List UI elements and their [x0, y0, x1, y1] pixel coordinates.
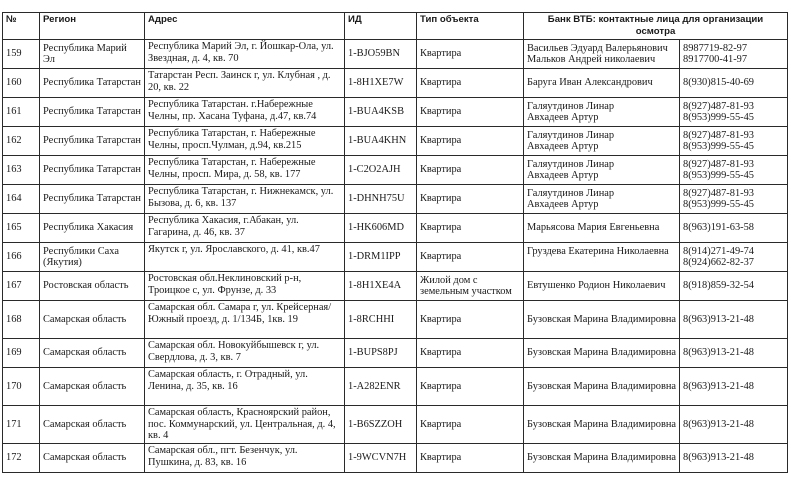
row-object-type: Квартира [417, 69, 524, 98]
row-contact-phones [680, 406, 788, 444]
contact-name: Галяутдинов Линар [527, 158, 615, 170]
row-id: 1-9WCVN7H [345, 444, 417, 473]
contact-phone: 8(953)999-55-45 [683, 199, 754, 210]
row-region: Самарская область [40, 339, 145, 368]
row-id: 1-BUA4KSB [345, 98, 417, 127]
row-contact-names [524, 40, 680, 69]
row-number: 162 [3, 127, 40, 156]
row-contact-phones [680, 272, 788, 301]
row-object-type: Квартира [417, 243, 524, 272]
row-contact-phones [680, 339, 788, 368]
header-contacts: Банк ВТБ: контактные лица для организации осмотра [524, 13, 788, 40]
contact-name: Бузовская Марина Владимировна [527, 347, 677, 359]
contact-phone: 8(924)662-82-37 [683, 257, 754, 268]
contact-name: Авхадеев Артур [527, 141, 599, 152]
row-number: 165 [3, 214, 40, 243]
contact-phone: 8987719-82-97 [683, 42, 748, 54]
contact-phone: 8(953)999-55-45 [683, 141, 754, 152]
contact-name: Бузовская Марина Владимировна [527, 313, 677, 325]
row-region: Республика Марий Эл [40, 40, 145, 69]
table-row [3, 69, 788, 98]
contact-phone: 8(927)487-81-93 [683, 187, 754, 199]
contact-phone: 8917700-41-97 [683, 54, 748, 65]
row-contact-phones [680, 98, 788, 127]
row-region: Республика Татарстан [40, 185, 145, 214]
row-number: 166 [3, 243, 40, 272]
contact-name: Галяутдинов Линар [527, 187, 615, 199]
row-object-type: Жилой дом с земельным участком [417, 272, 524, 301]
objects-table [2, 12, 788, 473]
table-row [3, 127, 788, 156]
row-address: Якутск г, ул. Ярославского, д. 41, кв.47 [145, 243, 345, 272]
table-row [3, 156, 788, 185]
contact-name: Бузовская Марина Владимировна [527, 380, 677, 392]
contact-name: Марьясова Мария Евгеньевна [527, 222, 660, 234]
row-id: 1-8H1XE7W [345, 69, 417, 98]
row-number: 164 [3, 185, 40, 214]
row-object-type: Квартира [417, 127, 524, 156]
row-contact-phones [680, 69, 788, 98]
row-object-type: Квартира [417, 98, 524, 127]
row-id: 1-HK606MD [345, 214, 417, 243]
contact-name [527, 257, 676, 269]
row-id: 1-A282ENR [345, 368, 417, 406]
header-num: № [3, 13, 40, 40]
table-row [3, 444, 788, 473]
table-row [3, 301, 788, 339]
row-region: Самарская область [40, 444, 145, 473]
row-id: 1-B6SZZOH [345, 406, 417, 444]
row-id: 1-DHNH75U [345, 185, 417, 214]
contact-phone: 8(927)487-81-93 [683, 158, 754, 170]
contact-name: Бузовская Марина Владимировна [527, 452, 677, 464]
row-contact-names [524, 339, 680, 368]
row-object-type: Квартира [417, 185, 524, 214]
row-region: Самарская область [40, 406, 145, 444]
contact-phone: 8(963)913-21-48 [683, 380, 754, 392]
contact-name: Баруга Иван Александрович [527, 77, 653, 89]
row-region: Республика Хакасия [40, 214, 145, 243]
row-contact-names [524, 444, 680, 473]
contact-phone: 8(953)999-55-45 [683, 112, 754, 123]
table-row [3, 185, 788, 214]
row-address: Республика Марий Эл, г. Йошкар-Ола, ул. Звездная, д. 4, кв. 70 [145, 40, 345, 69]
row-id: 1-C2O2AJH [345, 156, 417, 185]
row-number: 167 [3, 272, 40, 301]
row-object-type: Квартира [417, 368, 524, 406]
row-region: Республика Татарстан [40, 69, 145, 98]
contact-name: Бузовская Марина Владимировна [527, 418, 677, 430]
contact-phone: 8(953)999-55-45 [683, 170, 754, 181]
table-row [3, 406, 788, 444]
table-row [3, 368, 788, 406]
row-contact-names [524, 98, 680, 127]
row-object-type: Квартира [417, 301, 524, 339]
row-address: Самарская область, Красноярский район, пос. Коммунарский, ул. Центральная, д. 4, кв. 4 [145, 406, 345, 444]
header-id: ИД [345, 13, 417, 40]
row-region: Самарская область [40, 301, 145, 339]
contact-name: Галяутдинов Линар [527, 129, 615, 141]
row-contact-names [524, 406, 680, 444]
row-region: Самарская область [40, 368, 145, 406]
row-id: 1-8H1XE4A [345, 272, 417, 301]
row-number: 161 [3, 98, 40, 127]
row-id: 1-DRM1IPP [345, 243, 417, 272]
row-address: Республика Татарстан, г. Нижнекамск, ул. Бызова, д. 6, кв. 137 [145, 185, 345, 214]
row-contact-names [524, 301, 680, 339]
row-contact-phones [680, 368, 788, 406]
header-row [3, 13, 788, 40]
table-row [3, 272, 788, 301]
row-id: 1-BJO59BN [345, 40, 417, 69]
row-number: 170 [3, 368, 40, 406]
row-object-type: Квартира [417, 406, 524, 444]
row-address: Республика Хакасия, г.Абакан, ул. Гагарина, д. 46, кв. 37 [145, 214, 345, 243]
row-contact-phones [680, 243, 788, 272]
row-address: Самарская обл. Новокуйбышевск г, ул. Свердлова, д. 3, кв. 7 [145, 339, 345, 368]
row-number: 171 [3, 406, 40, 444]
header-object-type: Тип объекта [417, 13, 524, 40]
row-region: Республика Татарстан [40, 127, 145, 156]
row-address: Республика Татарстан, г. Набережные Челны, просп. Мира, д. 58, кв. 177 [145, 156, 345, 185]
row-contact-phones [680, 127, 788, 156]
contact-name: Васильев Эдуард Валерьянович [527, 42, 668, 54]
row-id: 1-BUPS8PJ [345, 339, 417, 368]
row-address: Республика Татарстан. г.Набережные Челны, пр. Хасана Туфана, д.47, кв.74 [145, 98, 345, 127]
row-address: Самарская обл. Самара г, ул. Крейсерная/Южный проезд, д. 1/134Б, 1кв. 19 [145, 301, 345, 339]
row-contact-names [524, 185, 680, 214]
row-contact-names [524, 156, 680, 185]
row-contact-phones [680, 40, 788, 69]
header-region: Регион [40, 13, 145, 40]
table-row [3, 339, 788, 368]
contact-phone: 8(963)913-21-48 [683, 452, 754, 464]
header-address: Адрес [145, 13, 345, 40]
row-object-type: Квартира [417, 444, 524, 473]
row-number: 172 [3, 444, 40, 473]
contact-phone: 8(963)191-63-58 [683, 222, 754, 234]
contact-name: Евтушенко Родион Николаевич [527, 280, 666, 292]
row-address: Самарская обл., пгт. Безенчук, ул. Пушкина, д. 83, кв. 16 [145, 444, 345, 473]
row-object-type: Квартира [417, 40, 524, 69]
row-region: Ростовская область [40, 272, 145, 301]
row-region: Республики Саха (Якутия) [40, 243, 145, 272]
row-object-type: Квартира [417, 339, 524, 368]
row-number: 169 [3, 339, 40, 368]
contact-name: Авхадеев Артур [527, 199, 599, 210]
row-contact-phones [680, 444, 788, 473]
row-contact-names [524, 69, 680, 98]
contact-phone: 8(918)859-32-54 [683, 280, 754, 292]
row-number: 160 [3, 69, 40, 98]
contact-phone: 8(963)913-21-48 [683, 313, 754, 325]
row-region: Республика Татарстан [40, 98, 145, 127]
row-contact-names [524, 243, 680, 272]
table-row [3, 40, 788, 69]
row-id: 1-BUA4KHN [345, 127, 417, 156]
row-number: 159 [3, 40, 40, 69]
table-row [3, 98, 788, 127]
row-object-type: Квартира [417, 214, 524, 243]
contact-phone: 8(927)487-81-93 [683, 100, 754, 112]
contact-phone: 8(963)913-21-48 [683, 347, 754, 359]
table-row [3, 214, 788, 243]
row-id: 1-8RCHHI [345, 301, 417, 339]
row-address: Ростовская обл.Неклиновский р-н, Троицкое с, ул. Фрунзе, д. 33 [145, 272, 345, 301]
contact-name: Галяутдинов Линар [527, 100, 615, 112]
row-address: Татарстан Респ. Заинск г, ул. Клубная , д. 20, кв. 22 [145, 69, 345, 98]
row-address: Самарская область, г. Отрадный, ул. Ленина, д. 35, кв. 16 [145, 368, 345, 406]
row-number: 163 [3, 156, 40, 185]
row-contact-phones [680, 156, 788, 185]
contact-phone: 8(927)487-81-93 [683, 129, 754, 141]
row-contact-phones [680, 301, 788, 339]
row-contact-names [524, 368, 680, 406]
row-contact-names [524, 214, 680, 243]
row-contact-names [524, 272, 680, 301]
table-row [3, 243, 788, 272]
row-contact-phones [680, 185, 788, 214]
contact-name: Авхадеев Артур [527, 170, 599, 181]
row-contact-phones [680, 214, 788, 243]
row-region: Республика Татарстан [40, 156, 145, 185]
row-number: 168 [3, 301, 40, 339]
contact-phone: 8(914)271-49-74 [683, 245, 754, 257]
contact-phone: 8(963)913-21-48 [683, 418, 754, 430]
row-contact-names [524, 127, 680, 156]
contact-name: Груздева Екатерина Николаевна [527, 245, 669, 257]
contact-name: Авхадеев Артур [527, 112, 599, 123]
row-object-type: Квартира [417, 156, 524, 185]
contact-phone: 8(930)815-40-69 [683, 77, 754, 89]
contact-name: Мальков Андрей николаевич [527, 54, 656, 65]
row-address: Республика Татарстан, г. Набережные Челны, просп.Чулман, д.94, кв.215 [145, 127, 345, 156]
